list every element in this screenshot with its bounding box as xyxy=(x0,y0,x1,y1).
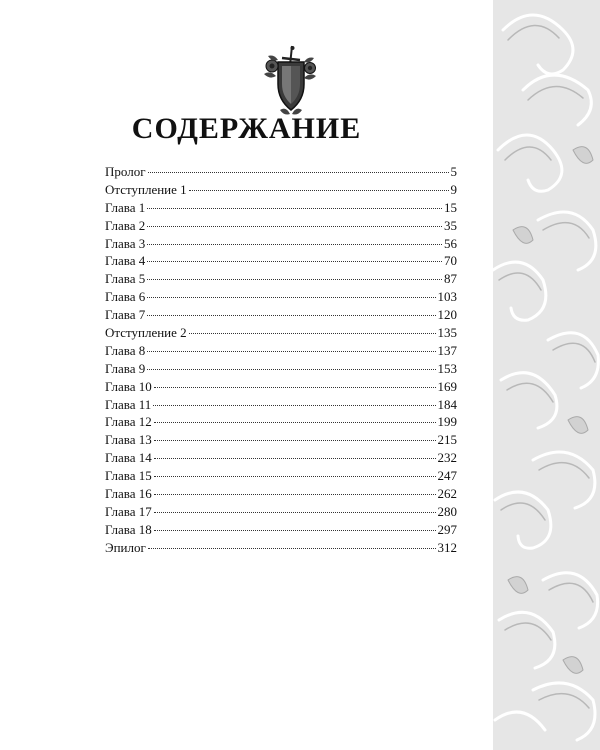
leader-dots xyxy=(148,171,449,173)
shield-with-sword-and-roses-icon xyxy=(260,44,320,118)
toc-entry-page: 35 xyxy=(444,217,457,233)
toc-entry-label: Глава 7 xyxy=(105,307,146,323)
leader-dots xyxy=(154,457,436,459)
toc-entry[interactable] xyxy=(105,288,457,306)
leader-dots xyxy=(147,296,435,298)
toc-entry-label: Пролог xyxy=(105,164,146,179)
toc-entry-page: 297 xyxy=(437,521,457,537)
leader-dots xyxy=(147,350,435,352)
toc-entry-page: 312 xyxy=(437,539,457,555)
floral-scroll-border-ornament xyxy=(493,0,600,750)
leader-dots xyxy=(147,314,435,316)
toc-entry[interactable] xyxy=(105,521,457,539)
toc-entry[interactable] xyxy=(105,252,457,270)
toc-entry-label: Глава 10 xyxy=(105,378,152,394)
toc-entry-label: Глава 4 xyxy=(105,253,146,269)
leader-dots xyxy=(147,278,442,280)
toc-entry-page: 120 xyxy=(437,307,457,323)
toc-entry[interactable] xyxy=(105,181,457,199)
leader-dots xyxy=(154,421,436,423)
toc-entry-page: 137 xyxy=(437,342,457,358)
page-title: СОДЕРЖАНИЕ xyxy=(131,112,362,145)
toc-entry-page: 215 xyxy=(437,432,457,448)
toc-entry[interactable] xyxy=(105,396,457,414)
toc-entry[interactable] xyxy=(105,270,457,288)
leader-dots xyxy=(147,207,442,209)
toc-entry-label: Глава 6 xyxy=(105,289,146,305)
toc-entry-label: Глава 3 xyxy=(105,235,146,251)
toc-entry-label: Отступление 2 xyxy=(105,325,187,341)
toc-entry-page: 56 xyxy=(444,235,457,251)
toc-entry-page: 169 xyxy=(437,378,457,394)
toc-entry-label: Глава 18 xyxy=(105,521,152,537)
toc-entry[interactable] xyxy=(105,324,457,342)
leader-dots xyxy=(147,368,435,370)
toc-entry[interactable] xyxy=(105,449,457,467)
toc-entry-label: Глава 12 xyxy=(105,414,152,430)
toc-entry[interactable] xyxy=(105,413,457,431)
toc-entry-label: Глава 2 xyxy=(105,217,146,233)
toc-entry[interactable] xyxy=(105,306,457,324)
toc-entry-page: 5 xyxy=(450,164,457,179)
leader-dots xyxy=(153,404,435,406)
toc-entry-label: Глава 8 xyxy=(105,342,146,358)
toc-entry[interactable] xyxy=(105,235,457,253)
toc-entry-page: 15 xyxy=(444,199,457,215)
toc-entry-page: 87 xyxy=(444,271,457,287)
toc-entry[interactable] xyxy=(105,360,457,378)
toc-entry[interactable] xyxy=(105,503,457,521)
toc-entry[interactable] xyxy=(105,217,457,235)
toc-entry-label: Глава 5 xyxy=(105,271,146,287)
toc-entry-label: Глава 9 xyxy=(105,360,146,376)
toc-entry-label: Глава 11 xyxy=(105,396,152,412)
table-of-contents xyxy=(105,163,457,557)
toc-entry-page: 9 xyxy=(450,181,457,197)
leader-dots xyxy=(147,225,442,227)
toc-entry-page: 103 xyxy=(437,289,457,305)
toc-entry[interactable] xyxy=(105,163,457,181)
leader-dots xyxy=(189,332,436,334)
toc-entry[interactable] xyxy=(105,485,457,503)
toc-entry-page: 199 xyxy=(437,414,457,430)
leader-dots xyxy=(154,511,436,513)
toc-entry-page: 262 xyxy=(437,486,457,502)
leader-dots xyxy=(189,189,449,191)
toc-entry-page: 280 xyxy=(437,503,457,519)
toc-entry-label: Глава 15 xyxy=(105,468,152,484)
toc-entry-label: Глава 14 xyxy=(105,450,152,466)
toc-entry-label: Эпилог xyxy=(105,539,146,555)
leader-dots xyxy=(154,493,436,495)
toc-entry[interactable] xyxy=(105,539,457,557)
toc-entry[interactable] xyxy=(105,467,457,485)
toc-entry-page: 247 xyxy=(437,468,457,484)
toc-entry[interactable] xyxy=(105,431,457,449)
toc-entry[interactable] xyxy=(105,378,457,396)
toc-entry-label: Глава 17 xyxy=(105,503,152,519)
toc-entry[interactable] xyxy=(105,342,457,360)
leader-dots xyxy=(154,475,436,477)
toc-entry-page: 184 xyxy=(437,396,457,412)
toc-entry-label: Отступление 1 xyxy=(105,181,187,197)
toc-entry-page: 135 xyxy=(437,325,457,341)
toc-entry-label: Глава 16 xyxy=(105,486,152,502)
leader-dots xyxy=(154,386,436,388)
leader-dots xyxy=(147,260,442,262)
leader-dots xyxy=(147,243,442,245)
leader-dots xyxy=(148,547,436,549)
toc-entry-label: Глава 13 xyxy=(105,432,152,448)
leader-dots xyxy=(154,439,436,441)
toc-entry-page: 153 xyxy=(437,360,457,376)
toc-entry-label: Глава 1 xyxy=(105,199,146,215)
leader-dots xyxy=(154,529,436,531)
toc-entry-page: 70 xyxy=(444,253,457,269)
toc-entry-page: 232 xyxy=(437,450,457,466)
toc-entry[interactable] xyxy=(105,199,457,217)
